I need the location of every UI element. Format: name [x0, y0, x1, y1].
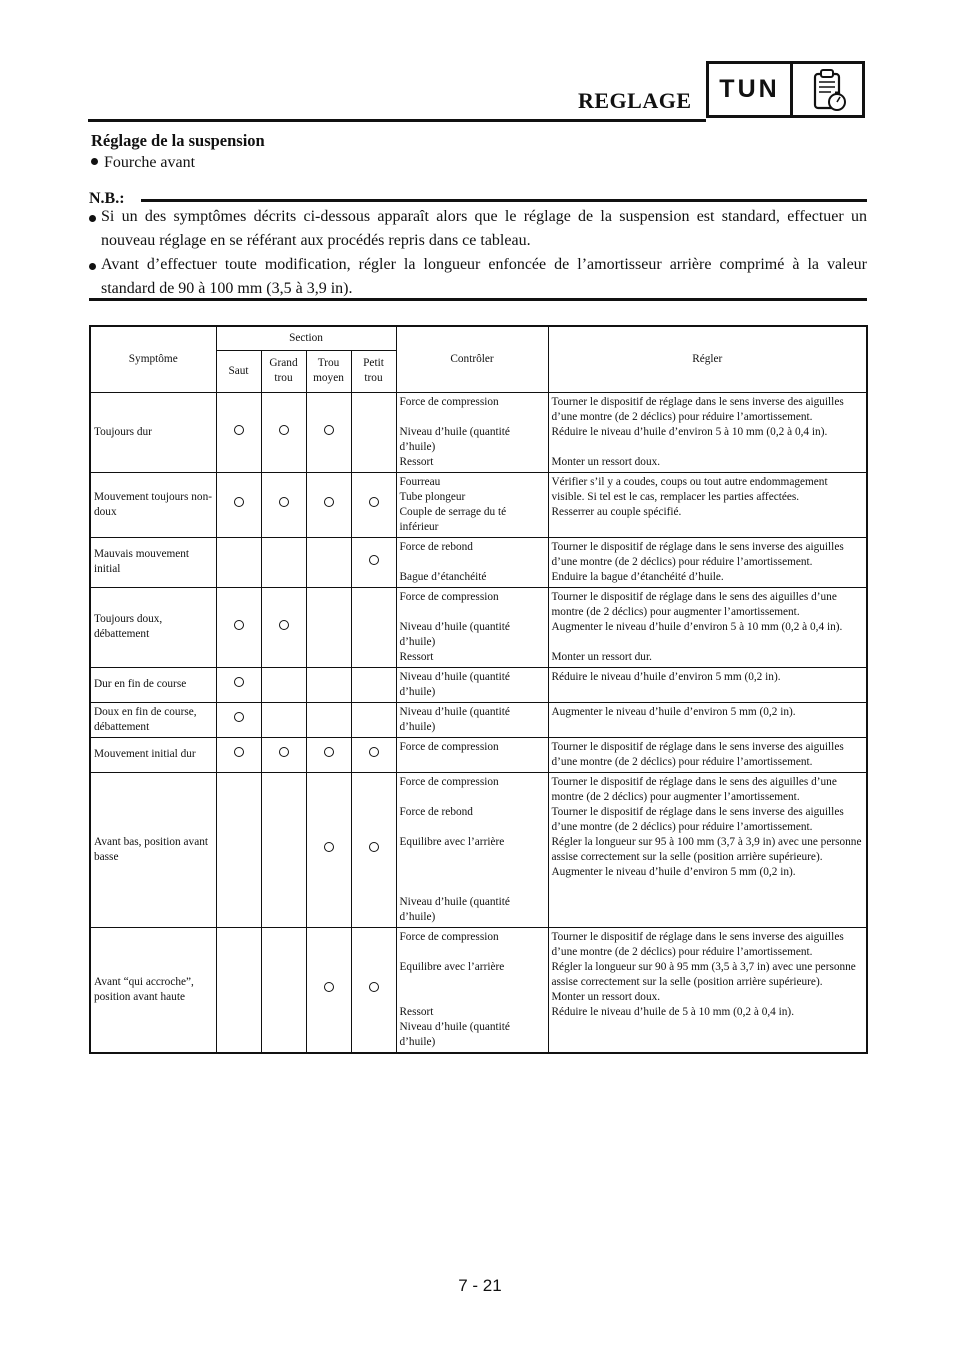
check-item: Niveau d’huile (quantité d’huile) — [399, 425, 510, 453]
symptom-cell: Avant bas, position avant basse — [90, 772, 216, 927]
section-mark-cell — [216, 537, 261, 587]
adjust-item: Tourner le dispositif de réglage dans le sens inverse des aiguilles d’une montre (de 2 déclics) pour réduire l’amortissement. — [551, 930, 844, 958]
section-mark-cell — [351, 772, 396, 927]
section-mark-cell — [351, 702, 396, 737]
circle-mark-icon — [279, 497, 289, 507]
circle-mark-icon — [234, 425, 244, 435]
section-mark-cell — [216, 737, 261, 772]
adjust-cell — [548, 472, 867, 537]
header-regler: Régler — [548, 326, 867, 392]
check-item: Ressort — [399, 1005, 434, 1018]
adjust-cell — [548, 392, 867, 472]
check-item: Bague d’étanchéité — [399, 570, 487, 583]
bullet-dot — [89, 263, 96, 270]
circle-mark-icon — [324, 425, 334, 435]
adjust-item: Réduire le niveau d’huile d’environ 5 à 10 mm (0,2 à 0,4 in). — [551, 425, 828, 438]
adjust-item: Vérifier s’il y a coudes, coups ou tout autre endommagement visible. Si tel est le cas, remplacer les parties affectées. — [551, 475, 828, 503]
circle-mark-icon — [324, 982, 334, 992]
symptom-cell: Toujours dur — [90, 392, 216, 472]
adjust-cell — [548, 702, 867, 737]
section-mark-cell — [351, 472, 396, 537]
section-mark-cell — [261, 772, 306, 927]
adjust-item: Monter un ressort doux. — [551, 990, 661, 1003]
adjust-item: Régler la longueur sur 90 à 95 mm (3,5 à 3,7 in) avec une personne assise correctement sur la selle (position arrière supérieure). — [551, 960, 856, 988]
check-item — [400, 865, 545, 880]
adjust-item: Tourner le dispositif de réglage dans le sens inverse des aiguilles d’une montre (de 2 déclics) pour réduire l’amortissement. — [551, 395, 844, 423]
note-item — [89, 253, 867, 301]
symptom-cell: Mauvais mouvement initial — [90, 537, 216, 587]
check-cell — [396, 667, 548, 702]
section-mark-cell — [306, 702, 351, 737]
circle-mark-icon — [369, 982, 379, 992]
circle-mark-icon — [369, 555, 379, 565]
section-mark-cell — [261, 702, 306, 737]
circle-mark-icon — [279, 425, 289, 435]
header-controler: Contrôler — [396, 326, 548, 392]
table-row — [90, 702, 867, 737]
section-mark-cell — [261, 392, 306, 472]
section-mark-cell — [306, 587, 351, 667]
section-mark-cell — [216, 587, 261, 667]
adjust-item — [552, 635, 863, 650]
section-mark-cell — [351, 537, 396, 587]
clipboard-stopwatch-icon — [795, 66, 861, 114]
circle-mark-icon — [279, 747, 289, 757]
table-row — [90, 667, 867, 702]
adjust-item: Tourner le dispositif de réglage dans le sens inverse des aiguilles d’une montre (de 2 déclics) pour réduire l’amortissement. — [551, 805, 844, 833]
header-rule — [88, 119, 706, 122]
check-item: Niveau d’huile (quantité d’huile) — [399, 670, 510, 698]
adjust-item: Tourner le dispositif de réglage dans le sens inverse des aiguilles d’une montre (de 2 déclics) pour réduire l’amortissement. — [551, 740, 844, 768]
note-rule — [141, 199, 867, 202]
circle-mark-icon — [234, 677, 244, 687]
adjust-cell — [548, 587, 867, 667]
check-item — [400, 945, 545, 960]
note-label: N.B.: — [89, 190, 125, 207]
section-mark-cell — [216, 667, 261, 702]
circle-mark-icon — [234, 712, 244, 722]
check-item — [400, 975, 545, 990]
section-mark-cell — [351, 737, 396, 772]
table-row — [90, 392, 867, 472]
check-cell — [396, 472, 548, 537]
symptom-cell: Avant “qui accroche”, position avant haute — [90, 927, 216, 1053]
adjust-cell — [548, 537, 867, 587]
check-item — [400, 410, 545, 425]
section-mark-cell — [306, 927, 351, 1053]
note-end-rule — [89, 298, 867, 301]
table-row — [90, 472, 867, 537]
note-item-text: Si un des symptômes décrits ci-dessous apparaît alors que le réglage de la suspension est standard, effectuer un nouveau réglage en se référant aux procédés repris dans ce tableau. — [101, 208, 867, 249]
circle-mark-icon — [234, 620, 244, 630]
circle-mark-icon — [234, 747, 244, 757]
symptom-cell: Mouvement initial dur — [90, 737, 216, 772]
section-tab-box — [706, 61, 865, 118]
table-body — [90, 392, 867, 1053]
header-section: Section — [216, 326, 396, 350]
section-mark-cell — [261, 472, 306, 537]
symptom-cell: Dur en fin de course — [90, 667, 216, 702]
check-item: Niveau d’huile (quantité d’huile) — [399, 705, 510, 733]
header-symptom: Symptôme — [90, 326, 216, 392]
check-item — [400, 605, 545, 620]
section-mark-cell — [351, 392, 396, 472]
circle-mark-icon — [279, 620, 289, 630]
note-body — [89, 205, 867, 301]
circle-mark-icon — [324, 747, 334, 757]
adjust-cell — [548, 667, 867, 702]
section-mark-cell — [306, 537, 351, 587]
section-tab-code: TUN — [709, 64, 793, 115]
check-cell — [396, 772, 548, 927]
check-item: Fourreau — [399, 475, 441, 488]
section-mark-cell — [306, 667, 351, 702]
table-row — [90, 772, 867, 927]
section-mark-cell — [216, 392, 261, 472]
header-grand-trou: Grand trou — [261, 350, 306, 392]
adjust-item: Réduire le niveau d’huile d’environ 5 mm (0,2 in). — [551, 670, 781, 683]
note-item-text: Avant d’effectuer toute modification, régler la longueur enfoncée de l’amortisseur arrière comprimé à la valeur standard de 90 à 100 mm (3,5 à 3,9 in). — [101, 256, 867, 297]
section-mark-cell — [351, 927, 396, 1053]
check-item: Force de rebond — [399, 540, 473, 553]
bullet-dot — [89, 215, 96, 222]
adjust-item: Monter un ressort dur. — [551, 650, 652, 663]
adjust-item: Monter un ressort doux. — [551, 455, 661, 468]
check-item: Force de compression — [399, 740, 499, 753]
adjust-item: Enduire la bague d’étanchéité d’huile. — [551, 570, 724, 583]
section-title: Réglage de la suspension — [91, 131, 265, 150]
check-item: Ressort — [399, 455, 434, 468]
check-cell — [396, 702, 548, 737]
check-cell — [396, 537, 548, 587]
table-row — [90, 587, 867, 667]
adjust-item: Tourner le dispositif de réglage dans le sens des aiguilles d’une montre (de 2 déclics) pour augmenter l’amortissement. — [551, 775, 837, 803]
adjust-cell — [548, 927, 867, 1053]
adjust-cell — [548, 737, 867, 772]
note-item — [89, 205, 867, 253]
page-number: 7 - 21 — [458, 1276, 502, 1295]
adjust-item: Augmenter le niveau d’huile d’environ 5 mm (0,2 in). — [551, 705, 796, 718]
symptom-cell: Toujours doux, débattement — [90, 587, 216, 667]
check-item: Force de rebond — [399, 805, 473, 818]
check-item: Couple de serrage du té inférieur — [399, 505, 507, 533]
section-mark-cell — [216, 772, 261, 927]
circle-mark-icon — [324, 842, 334, 852]
check-cell — [396, 927, 548, 1053]
circle-mark-icon — [324, 497, 334, 507]
section-mark-cell — [351, 667, 396, 702]
table-row — [90, 927, 867, 1053]
check-item: Force de compression — [399, 395, 499, 408]
section-mark-cell — [261, 537, 306, 587]
check-item — [400, 990, 545, 1005]
section-mark-cell — [216, 927, 261, 1053]
circle-mark-icon — [369, 747, 379, 757]
check-item: Force de compression — [399, 590, 499, 603]
check-item: Force de compression — [399, 775, 499, 788]
section-mark-cell — [261, 927, 306, 1053]
adjust-item: Resserrer au couple spécifié. — [551, 505, 682, 518]
adjust-item: Augmenter le niveau d’huile d’environ 5 mm (0,2 in). — [551, 865, 796, 878]
header-trou-moyen: Trou moyen — [306, 350, 351, 392]
adjust-item — [552, 440, 863, 455]
section-mark-cell — [306, 737, 351, 772]
section-mark-cell — [351, 587, 396, 667]
adjust-item: Réduire le niveau d’huile de 5 à 10 mm (0,2 à 0,4 in). — [551, 1005, 795, 1018]
check-item — [400, 880, 545, 895]
check-cell — [396, 392, 548, 472]
header-petit-trou: Petit trou — [351, 350, 396, 392]
suspension-table — [89, 325, 868, 1054]
check-item: Niveau d’huile (quantité d’huile) — [399, 620, 510, 648]
section-mark-cell — [216, 702, 261, 737]
check-item: Tube plongeur — [399, 490, 466, 503]
section-mark-cell — [306, 392, 351, 472]
circle-mark-icon — [369, 842, 379, 852]
section-mark-cell — [306, 772, 351, 927]
section-mark-cell — [261, 587, 306, 667]
adjust-item: Tourner le dispositif de réglage dans le sens inverse des aiguilles d’une montre (de 2 déclics) pour réduire l’amortissement. — [551, 540, 844, 568]
table-row — [90, 737, 867, 772]
check-item — [400, 790, 545, 805]
section-mark-cell — [306, 472, 351, 537]
check-item: Niveau d’huile (quantité d’huile) — [399, 1020, 510, 1048]
bullet-dot — [91, 158, 98, 165]
check-cell — [396, 587, 548, 667]
section-bullet — [91, 154, 195, 172]
section-mark-cell — [261, 737, 306, 772]
circle-mark-icon — [234, 497, 244, 507]
table-row — [90, 537, 867, 587]
symptom-cell: Doux en fin de course, débattement — [90, 702, 216, 737]
section-mark-cell — [216, 472, 261, 537]
adjust-item: Régler la longueur sur 95 à 100 mm (3,7 à 3,9 in) avec une personne assise correctement sur la selle (position arrière supérieure). — [551, 835, 862, 863]
check-item — [400, 850, 545, 865]
check-item — [400, 555, 545, 570]
check-cell — [396, 737, 548, 772]
adjust-item: Augmenter le niveau d’huile d’environ 5 à 10 mm (0,2 à 0,4 in). — [551, 620, 843, 633]
check-item: Equilibre avec l’arrière — [399, 960, 505, 973]
check-item — [400, 820, 545, 835]
check-item: Force de compression — [399, 930, 499, 943]
check-item: Equilibre avec l’arrière — [399, 835, 505, 848]
page-header-title: REGLAGE — [578, 88, 692, 113]
section-bullet-text: Fourche avant — [104, 154, 196, 171]
adjust-cell — [548, 772, 867, 927]
section-mark-cell — [261, 667, 306, 702]
check-item: Niveau d’huile (quantité d’huile) — [399, 895, 510, 923]
header-saut: Saut — [216, 350, 261, 392]
circle-mark-icon — [369, 497, 379, 507]
symptom-cell: Mouvement toujours non-doux — [90, 472, 216, 537]
adjust-item: Tourner le dispositif de réglage dans le sens des aiguilles d’une montre (de 2 déclics) pour augmenter l’amortissement. — [551, 590, 837, 618]
check-item: Ressort — [399, 650, 434, 663]
